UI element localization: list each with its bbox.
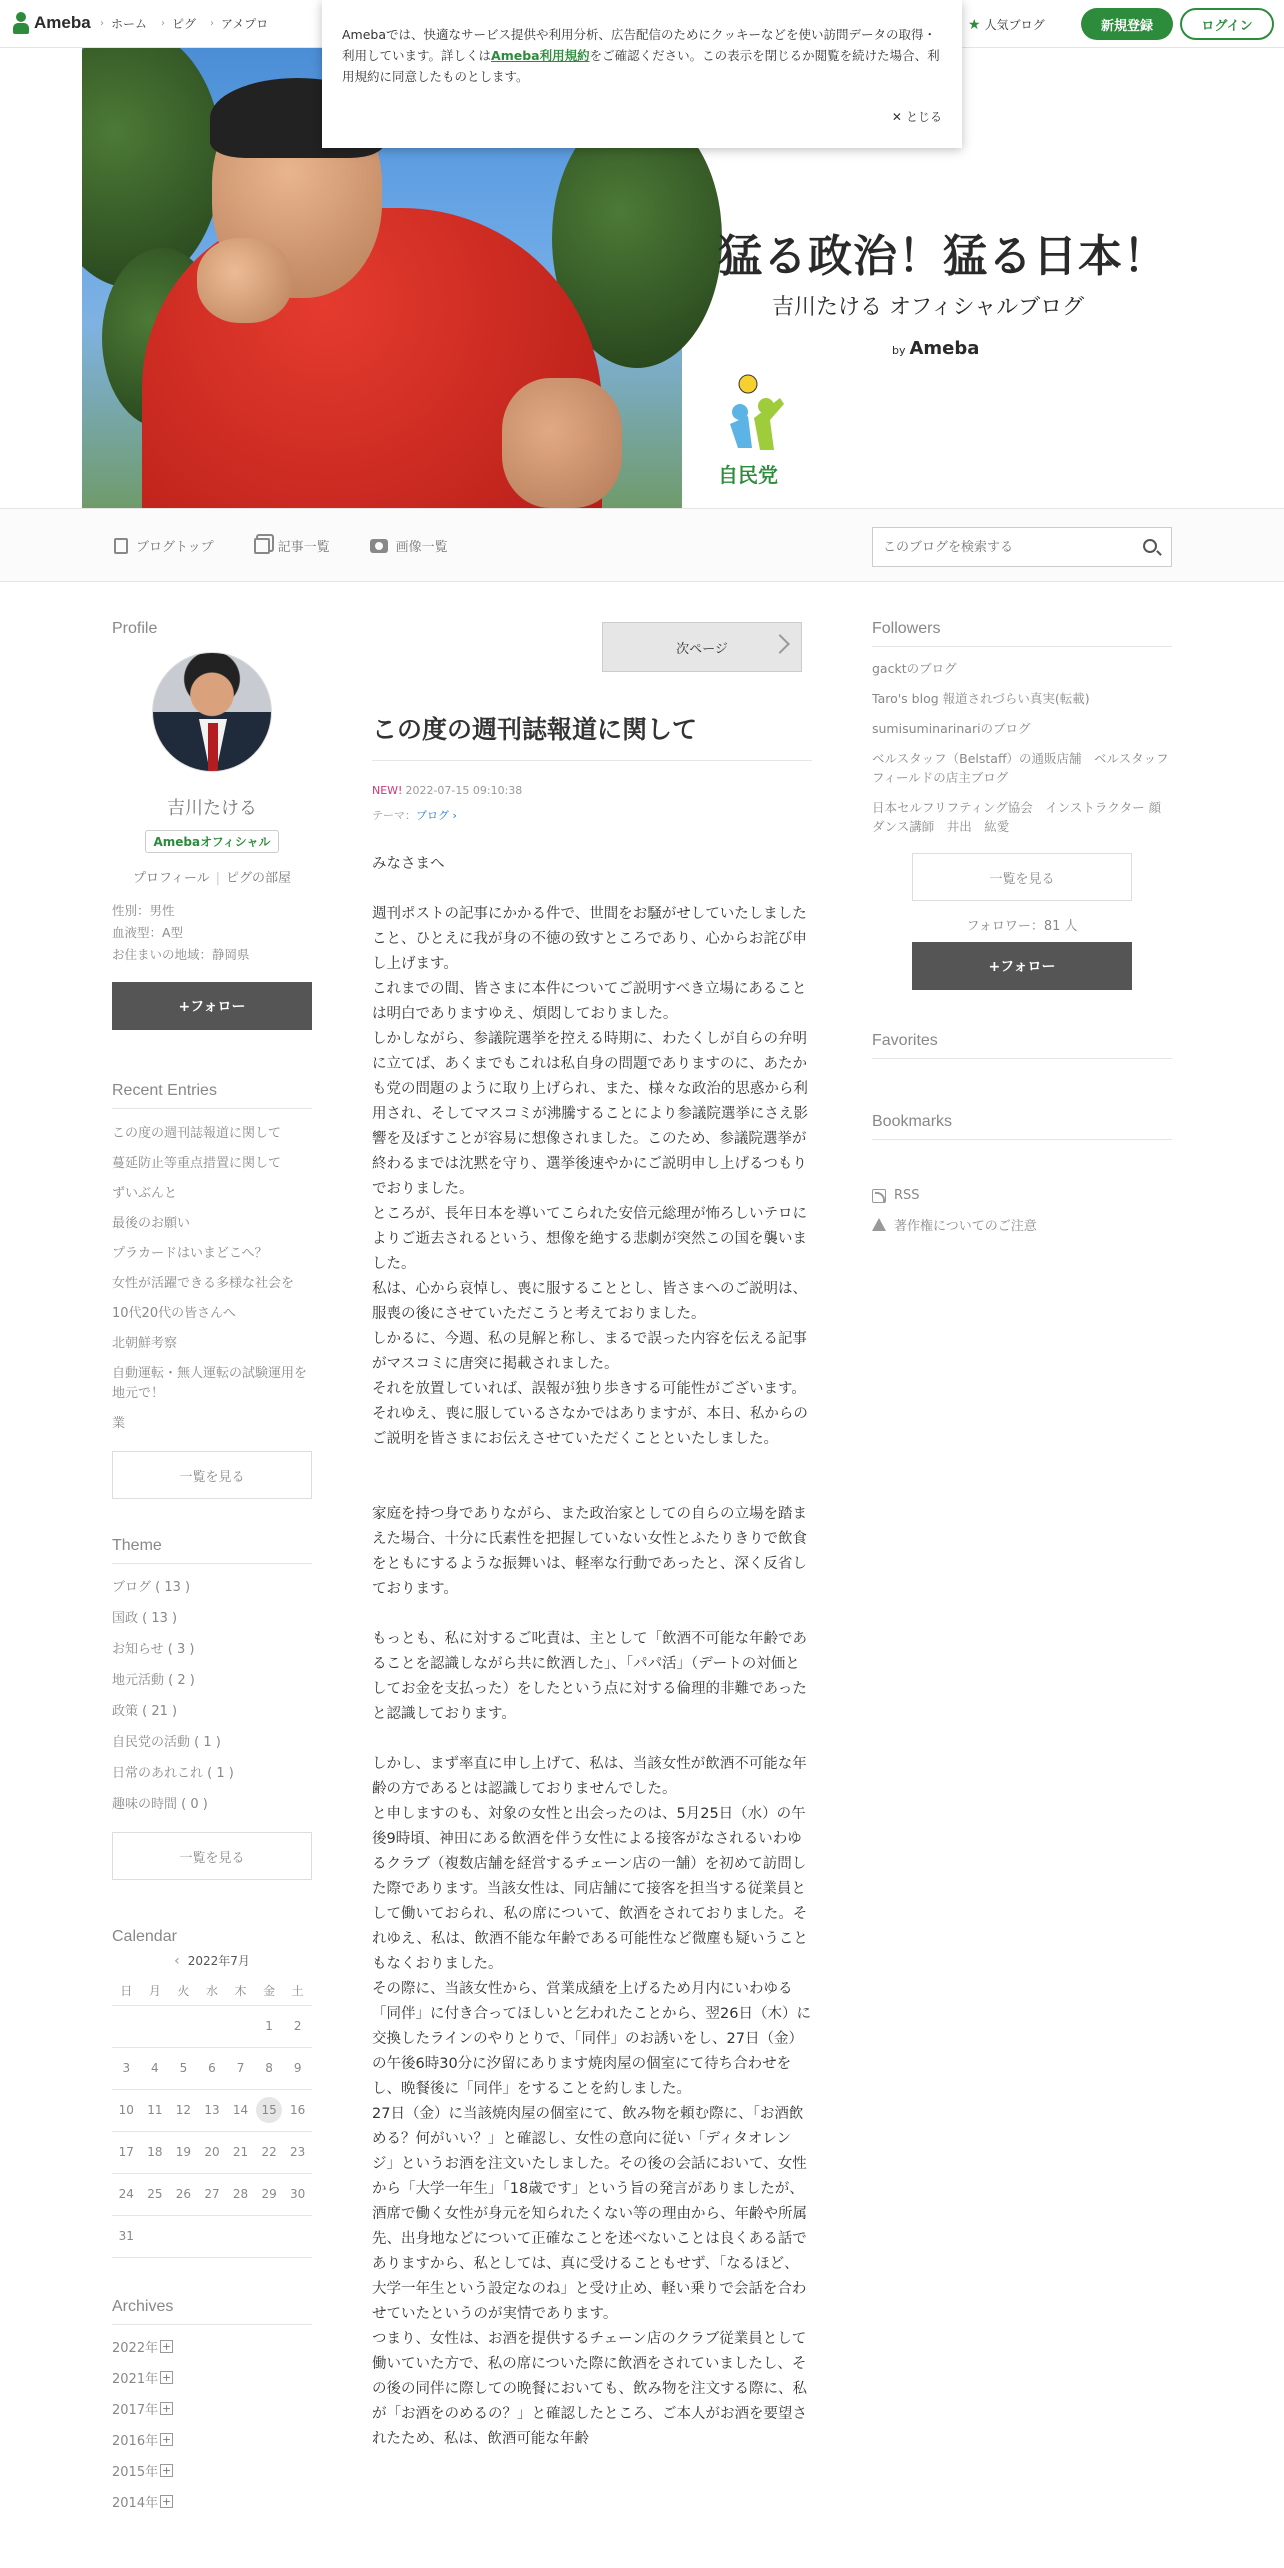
calendar-day-number: 14 <box>232 2103 249 2117</box>
follower-count-label: フォロワー： <box>966 919 1044 934</box>
entry-paragraph: しかし、まず率直に申し上げて、私は、当該女性が飲酒不可能な年齢の方であるとは認識しておりませんでした。 <box>372 1756 807 1797</box>
calendar-table <box>112 1977 312 2258</box>
calendar-day-number: 17 <box>118 2145 134 2159</box>
calendar-day[interactable] <box>112 2215 141 2257</box>
followers-heading: Followers <box>872 620 1172 647</box>
camera-icon <box>370 539 388 553</box>
calendar-day-number <box>228 2012 254 2038</box>
official-badge: Amebaオフィシャル <box>145 830 279 853</box>
cookie-text-after: をご確認ください。この表示を閉じるか閲覧を続けた場合、利用規約に同意したものとします。 <box>342 48 940 84</box>
calendar-month <box>112 1952 312 1969</box>
entry-theme-label: テーマ： <box>372 809 416 822</box>
entry-paragraph <box>372 877 812 902</box>
blog-search <box>872 527 1172 567</box>
recent-see-all-button[interactable]: 一覧を見る <box>112 1451 312 1499</box>
documents-icon <box>254 538 270 554</box>
calendar-day-number: 19 <box>175 2145 192 2159</box>
cookie-text-before: Amebaでは、快適なサービス提供や利用分析、広告配信のためにクッキーなどを使い訪問データの取得・利用しています。詳しくは <box>342 27 937 63</box>
chevron-left-icon[interactable]: ‹ <box>174 1953 180 1969</box>
calendar-weekday: 木 <box>226 1977 255 2005</box>
calendar-day-number: 1 <box>265 2019 273 2033</box>
entry-paragraph: 私は、心から哀悼し、喪に服することとし、皆さまへのご説明は、服喪の後にさせていただこうと考えておりました。 <box>372 1281 807 1322</box>
expand-icon[interactable]: + <box>161 2339 172 2353</box>
calendar-day-number: 25 <box>147 2187 163 2201</box>
login-button[interactable]: ログイン <box>1180 8 1274 40</box>
calendar-day-number <box>170 2012 196 2038</box>
theme-heading: Theme <box>112 1537 312 1564</box>
calendar-day <box>198 2215 227 2257</box>
pig-room-link[interactable]: ピグの部屋 <box>226 871 292 886</box>
profile-home: お住まいの地域：静岡県 <box>112 947 250 962</box>
calendar-day[interactable] <box>226 2131 255 2173</box>
calendar-day-number: 22 <box>261 2145 277 2159</box>
archive-year: 2014年 <box>112 2495 159 2511</box>
profile-links: プロフィール | ピグの部屋 <box>132 871 292 886</box>
calendar-day[interactable] <box>226 2089 255 2131</box>
calendar-day <box>226 2005 255 2047</box>
calendar-week <box>112 2215 312 2257</box>
profile-info <box>112 900 312 966</box>
calendar-day-number: 16 <box>290 2103 306 2117</box>
entry-meta <box>372 784 522 797</box>
expand-icon[interactable]: + <box>161 2463 172 2477</box>
warning-icon <box>872 1218 886 1231</box>
calendar-day <box>255 2215 284 2257</box>
calendar-day[interactable] <box>198 2131 227 2173</box>
calendar-day <box>198 2005 227 2047</box>
expand-icon[interactable]: + <box>161 2370 172 2384</box>
banner-by-ameba <box>892 338 979 359</box>
top-nav-home-label: ホーム <box>111 17 148 31</box>
calendar-day[interactable] <box>169 2089 198 2131</box>
entry-paragraph <box>372 1477 812 1502</box>
follower-item[interactable]: Taro's blog 報道されづらい真実(転載) <box>872 691 1090 706</box>
calendar-day <box>226 2215 255 2257</box>
archive-item[interactable] <box>112 2486 312 2517</box>
entry-title[interactable]: この度の週刊誌報道に関して <box>372 710 812 761</box>
tab-image-list-label: 画像一覧 <box>395 540 448 555</box>
calendar-day-number: 13 <box>204 2103 220 2117</box>
calendar-day-number: 6 <box>208 2061 216 2075</box>
calendar-weekday: 火 <box>169 1977 198 2005</box>
cookie-close-label: とじる <box>905 110 942 124</box>
calendar-day-number: 21 <box>232 2145 249 2159</box>
chevron-right-icon: › <box>210 18 215 29</box>
calendar-day[interactable] <box>226 2173 255 2215</box>
calendar-day[interactable] <box>198 2173 227 2215</box>
calendar-day <box>169 2215 198 2257</box>
entry-paragraph <box>372 1602 812 1627</box>
calendar-day[interactable] <box>169 2173 198 2215</box>
archive-item[interactable] <box>112 2455 312 2486</box>
profile-name[interactable]: 吉川たける <box>167 798 257 819</box>
calendar-day-number: 4 <box>151 2061 159 2075</box>
blog-search-input[interactable] <box>873 528 1113 566</box>
list-item[interactable]: プラカードはいまどこへ？ <box>112 1246 268 1261</box>
entry-paragraph: しかるに、今週、私の見解と称し、まるで誤った内容を伝える記事がマスコミに唐突に掲載されました。 <box>372 1331 807 1372</box>
calendar-month-label: 2022年7月 <box>187 1954 250 1968</box>
rss-link[interactable] <box>872 1188 1172 1203</box>
recent-entries-list <box>112 1119 312 1439</box>
profile-gender: 性別：男性 <box>112 903 175 918</box>
calendar-day[interactable] <box>255 2173 284 2215</box>
search-icon[interactable] <box>1143 539 1157 553</box>
calendar-day[interactable] <box>283 2131 312 2173</box>
archive-year: 2022年 <box>112 2340 159 2356</box>
archive-year: 2017年 <box>112 2402 159 2418</box>
calendar-day-number: 9 <box>293 2061 302 2075</box>
entry-paragraph <box>372 1452 812 1477</box>
calendar-day[interactable] <box>141 2047 170 2089</box>
entry-body <box>372 852 812 2452</box>
entry-paragraph: 27日（金）に当該焼肉屋の個室にて、飲み物を頼む際に、「お酒飲める？何がいい？」と確認し、女性の意向に従い「ディタオレンジ」というお酒を注文いたしました。その後の会話において、女性から「大学一年生」「18歳です」という旨の発言がありましたが、酒席で働く女性が身元を知られたくない等の理由から、年齢や所属先、出身地などについて正確なことを述べないことは良くある話でありますから、私としては、真に受けることもせず、「なるほど、大学一年生という設定なのね」と受け止め、軽い乗りで会話を合わせていたというのが実情であります。 <box>372 2106 807 2322</box>
cookie-notice <box>322 0 962 148</box>
ameba-logo[interactable] <box>12 12 91 34</box>
calendar-day-number <box>199 2222 225 2248</box>
calendar-day-number: 29 <box>261 2187 277 2201</box>
calendar-day-number: 30 <box>290 2187 306 2201</box>
follower-item[interactable]: sumisuminarinariのブログ <box>872 721 1031 736</box>
calendar-day[interactable] <box>255 2089 284 2131</box>
entry-paragraph: しかしながら、参議院選挙を控える時期に、わたくしが自らの弁明に立てば、あくまでもこれは私自身の問題でありますのに、あたかも党の問題のように取り上げられ、また、様々な政治的思惑から利用され、そしてマスコミが沸騰することにより参議院選挙にさえ影響を及ぼすことが容易に想像されました。このため、参議院選挙が終わるまでは沈黙を守り、選挙後速やかにご説明申し上げるつもりでおりました。 <box>372 1031 808 1197</box>
calendar-day-number <box>199 2012 225 2038</box>
next-page-button[interactable] <box>602 622 802 672</box>
follow-button-right[interactable]: +フォロー <box>912 942 1132 990</box>
calendar-day[interactable] <box>255 2047 284 2089</box>
calendar-day[interactable] <box>226 2047 255 2089</box>
calendar-day-number: 23 <box>290 2145 306 2159</box>
top-nav-amepro-label: アメプロ <box>221 17 269 31</box>
tab-blog-top-label: ブログトップ <box>136 540 214 555</box>
tab-entry-list[interactable] <box>254 536 330 555</box>
follower-item[interactable]: gacktのブログ <box>872 661 957 676</box>
ameba-logo-text: Ameba <box>34 13 91 32</box>
followers-see-all-button[interactable]: 一覧を見る <box>912 853 1132 901</box>
calendar-day-number: 5 <box>179 2061 188 2075</box>
calendar-day-number: 8 <box>265 2061 273 2075</box>
terms-link[interactable]: Ameba利用規約 <box>491 48 590 63</box>
theme-see-all-button[interactable]: 一覧を見る <box>112 1832 312 1880</box>
calendar-day[interactable] <box>141 2089 170 2131</box>
calendar-day <box>141 2005 170 2047</box>
calendar-day <box>141 2215 170 2257</box>
entry-paragraph: ところが、長年日本を導いてこられた安倍元総理が怖ろしいテロによりご逝去されるという、想像を絶する悲劇が突然この国を襲いました。 <box>372 1206 807 1272</box>
list-item[interactable]: ずいぶんと <box>112 1186 178 1201</box>
calendar-week <box>112 2131 312 2173</box>
archives-list <box>112 2331 312 2517</box>
list-item[interactable]: お知らせ ( 3 ) <box>112 1642 195 1657</box>
archive-item[interactable] <box>112 2424 312 2455</box>
archive-item[interactable] <box>112 2362 312 2393</box>
profile-blood: 血液型：A型 <box>112 925 184 940</box>
expand-icon[interactable]: + <box>161 2401 172 2415</box>
calendar-day[interactable] <box>141 2173 170 2215</box>
avatar[interactable] <box>152 652 272 772</box>
top-nav-pig-label: ピグ <box>172 17 197 31</box>
follower-count-unit: 人 <box>1060 919 1078 934</box>
followers-list <box>872 653 1172 841</box>
entry-theme-link[interactable]: ブログ <box>416 809 449 822</box>
calendar-day-number: 2 <box>293 2019 302 2033</box>
calendar-day-number: 3 <box>122 2061 131 2075</box>
entry-paragraph: これまでの間、皆さまに本件についてご説明すべき立場にあることは明白でありますゆえ、煩悶しておりました。 <box>372 981 807 1022</box>
entry-paragraph <box>372 1727 812 1752</box>
calendar-weekday: 土 <box>283 1977 312 2005</box>
calendar-day <box>169 2005 198 2047</box>
calendar-day[interactable] <box>283 2173 312 2215</box>
list-item[interactable]: 地元活動 ( 2 ) <box>112 1673 195 1688</box>
calendar-day[interactable] <box>112 2131 141 2173</box>
calendar-day[interactable] <box>283 2005 312 2047</box>
favorites-heading: Favorites <box>872 1032 1172 1059</box>
top-nav-pig[interactable] <box>161 15 196 32</box>
star-icon: ★ <box>968 16 981 33</box>
list-item[interactable]: 10代20代の皆さんへ <box>112 1306 236 1321</box>
calendar-day[interactable] <box>169 2047 198 2089</box>
entry-paragraph: その際に、当該女性から、営業成績を上げるため月内にいわゆる「同伴」に付き合ってほしいと乞われたことから、翌26日（木）に交換したラインのやりとりで、「同伴」のお誘いをし、27日（金）の午後6時30分に汐留にあります焼肉屋の個室にて待ち合わせをし、晩餐後に「同伴」をすることを約しました。 <box>372 1981 811 2097</box>
list-item[interactable]: 自動運転・無人運転の試験運用を地元で！ <box>112 1366 308 1401</box>
archive-year: 2015年 <box>112 2464 159 2480</box>
calendar-day-number: 20 <box>204 2145 220 2159</box>
calendar-day-number: 18 <box>147 2145 163 2159</box>
entry-paragraph: もっとも、私に対するご叱責は、主として「飲酒不可能な年齢であることを認識しながら共に飲酒した」、「パパ活」（デートの対価としてお金を支払った）をしたという点に対する倫理的非難であったと認識しております。 <box>372 1631 807 1722</box>
follower-item[interactable]: ベルスタッフ（Belstaff）の通販店舗 ベルスタッフフィールドの店主ブログ <box>872 751 1169 785</box>
entry-paragraph: 週刊ポストの記事にかかる件で、世間をお騒がせしていたしましたこと、ひとえに我が身の不徳の致すところであり、心からお詫び申し上げます。 <box>372 906 807 972</box>
archive-item[interactable] <box>112 2331 312 2362</box>
right-sidebar <box>872 620 1172 1234</box>
calendar-day-number <box>170 2222 196 2248</box>
calendar-week <box>112 2047 312 2089</box>
list-item[interactable]: この度の週刊誌報道に関して <box>112 1126 282 1141</box>
rss-label: RSS <box>894 1188 920 1203</box>
entry-paragraph: と申しますのも、対象の女性と出会ったのは、5月25日（水）の午後9時頃、神田にある飲酒を伴う女性による接客がなされるいわゆるクラブ（複数店舗を経営するチェーン店の一舗）を初めて訪問した際であります。当該女性は、同店舗にて接客を担当する従業員として働いておられ、私の席について、飲酒をされておりました。それゆえ、私は、飲酒不能な年齢である可能性など微塵も疑いうこともなくおりました。 <box>372 1806 808 1972</box>
entry-paragraph: それを放置していれば、誤報が独り歩きする可能性がございます。 <box>372 1381 806 1397</box>
profile-heading: Profile <box>112 620 158 637</box>
profile-link[interactable]: プロフィール <box>132 871 210 886</box>
calendar-day[interactable] <box>198 2089 227 2131</box>
banner-by-label: by <box>892 344 906 357</box>
calendar-day[interactable] <box>112 2089 141 2131</box>
calendar-day-number: 15 <box>256 2097 282 2123</box>
calendar-day[interactable] <box>283 2047 312 2089</box>
top-nav-amepro[interactable] <box>210 15 268 32</box>
calendar-week <box>112 2005 312 2047</box>
entry-paragraph: それゆえ、喪に服しているさなかではありますが、本日、私からのご説明を皆さまにお伝えさせていただくことといたしました。 <box>372 1406 808 1447</box>
recent-entries-heading: Recent Entries <box>112 1082 312 1109</box>
list-item[interactable]: 蔓延防止等重点措置に関して <box>112 1156 282 1171</box>
next-page-label: 次ページ <box>676 641 728 657</box>
calendar-day[interactable] <box>198 2047 227 2089</box>
list-item[interactable]: 趣味の時間 ( 0 ) <box>112 1797 208 1812</box>
popular-blog-link[interactable] <box>968 16 1045 33</box>
tab-image-list[interactable] <box>370 536 448 555</box>
calendar-day-number <box>142 2012 168 2038</box>
banner-title: 猛る政治！猛る日本！ <box>718 231 1168 282</box>
calendar-week <box>112 2173 312 2215</box>
calendar-day <box>112 2005 141 2047</box>
calendar-week <box>112 2089 312 2131</box>
archives-heading: Archives <box>112 2298 312 2325</box>
copyright-notice-label: 著作権についてのご注意 <box>894 1219 1037 1234</box>
entry-paragraph: みなさまへ <box>372 856 445 872</box>
calendar-day-number: 26 <box>175 2187 192 2201</box>
register-button[interactable]: 新規登録 <box>1081 8 1173 40</box>
calendar-day-number: 28 <box>232 2187 249 2201</box>
archive-item[interactable] <box>112 2393 312 2424</box>
list-item[interactable]: 北朝鮮考察 <box>112 1336 178 1351</box>
calendar-day <box>283 2215 312 2257</box>
calendar-day[interactable] <box>112 2173 141 2215</box>
bookmarks-heading: Bookmarks <box>872 1113 1172 1140</box>
list-item[interactable]: 女性が活躍できる多様な社会を <box>112 1276 295 1291</box>
archive-year: 2021年 <box>112 2371 159 2387</box>
list-item[interactable]: ブログ ( 13 ) <box>112 1580 191 1595</box>
theme-list <box>112 1572 312 1820</box>
list-item[interactable]: 日常のあれこれ ( 1 ) <box>112 1766 234 1781</box>
calendar-day-number <box>228 2222 254 2248</box>
follower-item[interactable]: 日本セルフリフティング協会 インストラクター 顔ダンス講師 井出 紘愛 <box>872 800 1162 834</box>
calendar-day-number: 11 <box>147 2103 163 2117</box>
entry-theme <box>372 807 457 823</box>
calendar-day-number <box>142 2222 168 2248</box>
ldp-mascot-icon <box>718 368 808 458</box>
calendar-weekday: 日 <box>112 1977 141 2005</box>
entry-date: 2022-07-15 09:10:38 <box>405 784 523 797</box>
archive-year: 2016年 <box>112 2433 159 2449</box>
calendar-day-number: 7 <box>236 2061 245 2075</box>
tab-entry-list-label: 記事一覧 <box>277 540 330 555</box>
expand-icon[interactable]: + <box>161 2432 172 2446</box>
follower-count-value: 81 <box>1043 919 1061 934</box>
calendar-day[interactable] <box>112 2047 141 2089</box>
calendar-weekday: 月 <box>141 1977 170 2005</box>
calendar-day-number: 27 <box>204 2187 220 2201</box>
left-sidebar <box>112 620 312 2517</box>
banner-subtitle: 吉川たける オフィシャルブログ <box>772 295 1085 320</box>
chevron-right-icon: › <box>161 18 166 29</box>
list-item[interactable]: 政策 ( 21 ) <box>112 1704 178 1719</box>
calendar-weekday: 水 <box>198 1977 227 2005</box>
banner-brand: Ameba <box>909 338 980 359</box>
ldp-logo <box>718 368 808 488</box>
new-badge: NEW! <box>372 784 403 797</box>
list-item[interactable]: 国政 ( 13 ) <box>112 1611 178 1626</box>
copyright-notice-link[interactable] <box>872 1215 1172 1234</box>
close-icon: ✕ <box>891 110 902 124</box>
blog-sub-nav <box>0 508 1284 582</box>
ldp-text: 自民党 <box>718 463 778 487</box>
top-nav <box>100 15 268 32</box>
list-item[interactable]: 業 <box>112 1416 126 1431</box>
calendar-day-number: 31 <box>118 2229 134 2243</box>
tab-blog-top[interactable] <box>114 536 214 555</box>
calendar-day[interactable] <box>141 2131 170 2173</box>
entry-paragraph: 家庭を持つ身でありながら、また政治家としての自らの立場を踏まえた場合、十分に氏素性を把握していない女性とふたりきりで飲食をともにするような振舞いは、軽率な行動であったと、深く反省しております。 <box>372 1506 807 1597</box>
list-item[interactable]: 自民党の活動 ( 1 ) <box>112 1735 221 1750</box>
calendar-day[interactable] <box>283 2089 312 2131</box>
calendar-day-number: 12 <box>175 2103 192 2117</box>
calendar-weekday: 金 <box>255 1977 284 2005</box>
chevron-right-icon: › <box>449 809 457 822</box>
calendar-day-number: 10 <box>118 2103 134 2117</box>
calendar-day-number <box>113 2012 139 2038</box>
entry-paragraph: つまり、女性は、お酒を提供するチェーン店のクラブ従業員として働いていた方で、私の席についた際に飲酒をされていましたし、その後の同伴に際しての晩餐においても、飲み物を注文する際に、私が「お酒をのめるの？」と確認したところ、ご本人がお酒を要望されたため、私は、飲酒可能な年齢 <box>372 2331 807 2447</box>
document-icon <box>114 538 128 554</box>
list-item[interactable]: 最後のお願い <box>112 1216 191 1231</box>
top-nav-home[interactable] <box>100 15 147 32</box>
popular-blog-label: 人気ブログ <box>984 18 1045 32</box>
calendar-day-number <box>285 2222 311 2248</box>
calendar-day[interactable] <box>255 2005 284 2047</box>
chevron-right-icon: › <box>100 18 104 29</box>
follow-button[interactable]: +フォロー <box>112 982 312 1030</box>
follower-count <box>872 915 1172 934</box>
calendar-heading: Calendar <box>112 1928 177 1945</box>
calendar-day[interactable] <box>169 2131 198 2173</box>
calendar-day-number <box>256 2222 282 2248</box>
calendar-day-number: 24 <box>118 2187 134 2201</box>
expand-icon[interactable]: + <box>161 2494 172 2508</box>
cookie-close-button[interactable] <box>892 107 942 128</box>
ameba-logo-icon <box>12 12 30 34</box>
rss-icon <box>872 1189 886 1203</box>
calendar-day[interactable] <box>255 2131 284 2173</box>
chevron-right-icon <box>770 634 790 654</box>
